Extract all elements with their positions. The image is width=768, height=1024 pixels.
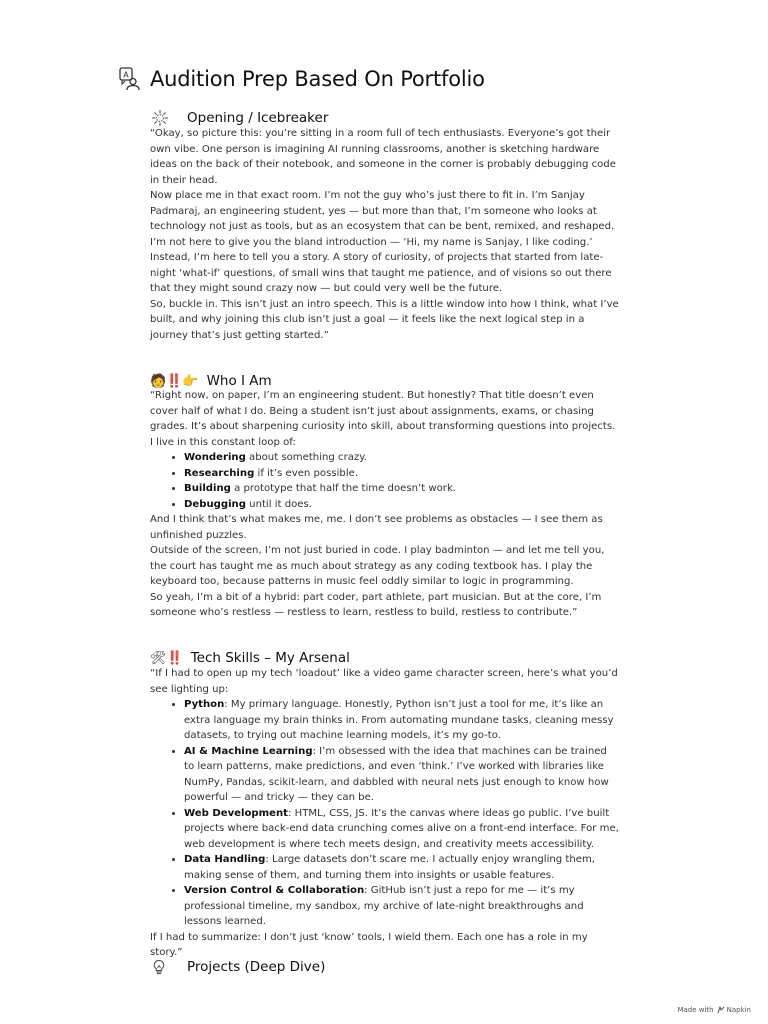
list-item	[184, 806, 620, 853]
loop-list	[150, 450, 620, 512]
list-item	[184, 697, 620, 744]
list-item-text: : GitHub isn’t just a repo for me — it’s my professional timeline, my sandbox, my archive of late-night breakthroughs and lessons learned.	[184, 885, 584, 927]
who-heading: Who I Am	[206, 373, 272, 389]
opening-section	[150, 108, 620, 343]
tools-exclamation-icon: 🛠‼️	[150, 650, 183, 666]
list-item-text: a prototype that half the time doesn’t work.	[230, 483, 457, 494]
list-item-text: if it’s even possible.	[254, 467, 359, 479]
paragraph: If I had to summarize: I don’t just ‘know’ tools, I wield them. Each one has a role in my story.”	[150, 931, 588, 958]
person-speech-icon	[118, 66, 142, 92]
list-item	[184, 744, 620, 806]
list-item	[184, 883, 620, 930]
paragraph: Outside of the screen, I’m not just buried in code. I play badminton — and let me tell you, the court has taught me as much about strategy as any coding textbook has. I play the keyboard too, because patterns in music feel oddly similar to logic in programming.	[150, 545, 605, 587]
skills-heading: Tech Skills – My Arsenal	[190, 650, 350, 666]
opening-body	[150, 126, 620, 343]
projects-heading-row	[150, 957, 620, 977]
list-item-text: : Large datasets don’t scare me. I actually enjoy wrangling them, making sense of them, and turning them into insights or usable features.	[184, 854, 595, 881]
projects-heading: Projects (Deep Dive)	[187, 959, 326, 975]
made-with-label: Made with	[677, 1006, 714, 1014]
list-item-bold: Data Handling	[184, 854, 266, 865]
page-title: Audition Prep Based On Portfolio	[150, 67, 485, 91]
skills-list	[150, 697, 620, 930]
paragraph: So, buckle in. This isn’t just an intro speech. This is a little window into how I think, what I’ve built, and why joining this club isn’t just a goal — it feels like the next logical step in a journey that’s just getting started.”	[150, 298, 619, 341]
lightbulb-icon	[152, 959, 166, 975]
svg-text:A: A	[123, 70, 129, 80]
skills-heading-row	[150, 648, 620, 668]
list-item	[184, 497, 620, 513]
projects-section	[150, 957, 620, 977]
paragraph: “Okay, so picture this: you’re sitting in a room full of tech enthusiasts. Everyone’s got their own vibe. One person is imagining AI running classrooms, another is sketching hardware ideas on the back of their notebook, and someone in the corner is probably debugging code in their head.	[150, 128, 616, 186]
napkin-logo-icon	[717, 1006, 725, 1014]
who-section	[150, 371, 620, 621]
opening-heading: Opening / Icebreaker	[187, 110, 329, 126]
list-item-bold: Version Control & Collaboration	[184, 885, 365, 896]
list-item-text: : My primary language. Honestly, Python isn’t just a tool for me, it’s like an extra language my brain thinks in. From automating mundane tasks, cleaning messy datasets, to trying out machine learning models, it’s my go-to.	[184, 699, 614, 741]
list-item-text: : HTML, CSS, JS. It’s the canvas where ideas go public. I’ve built projects where back-end data crunching comes alive on a front-end interface. For me, web development is where tech meets design, and creativity meets accessibility.	[184, 807, 619, 850]
list-item-bold: Researching	[184, 467, 255, 479]
paragraph: Now place me in that exact room. I’m not the guy who’s just there to fit in. I’m Sanjay Padmaraj, an engineering student, yes — but more than that, I’m someone who looks at technology not just as tools, but as an ecosystem that can be bent, remixed, and reshaped.	[150, 190, 615, 232]
opening-heading-row	[150, 108, 620, 128]
list-item	[184, 852, 620, 883]
paragraph: And I think that’s what makes me, me. I don’t see problems as obstacles — I see them as unfinished puzzles.	[150, 514, 603, 541]
list-item-bold: AI & Machine Learning	[184, 745, 313, 757]
list-item	[184, 450, 620, 466]
title-row	[118, 66, 485, 92]
napkin-brand: Napkin	[726, 1006, 751, 1014]
paragraph: So yeah, I’m a bit of a hybrid: part coder, part athlete, part musician. But at the core, I’m someone who’s restless — restless to learn, restless to build, restless to contribute.”	[150, 591, 602, 618]
list-item-bold: Python	[184, 699, 225, 710]
person-exclamation-pointing-icon: 🧑‼️👉	[150, 373, 199, 389]
skills-section	[150, 648, 620, 961]
list-item	[184, 466, 620, 482]
paragraph: “Right now, on paper, I’m an engineering student. But honestly? That title doesn’t even cover half of what I do. Being a student isn’t just about assignments, exams, or chasing grades. It’s about sharpening curiosity into skill, about transforming questions into projects.	[150, 390, 616, 432]
who-body	[150, 388, 620, 621]
list-item-bold: Wondering	[184, 452, 246, 463]
list-item-bold: Building	[184, 483, 231, 494]
napkin-watermark	[677, 1006, 751, 1014]
list-item-text: until it does.	[245, 498, 312, 510]
list-item-text: about something crazy.	[245, 452, 367, 463]
skills-body	[150, 666, 620, 961]
list-item-text: : I’m obsessed with the idea that machines can be trained to learn patterns, make predictions, and even ‘think.’ I’ve worked with libraries like NumPy, Pandas, scikit-learn, and dabbled with neural nets just enough to know how powerful — and tricky — they can be.	[184, 745, 609, 803]
list-item-bold: Web Development	[184, 807, 289, 819]
paragraph: I’m not here to give you the bland introduction — ‘Hi, my name is Sanjay, I like coding.’ Instead, I’m here to tell you a story. A story of curiosity, of projects that started from late-night ‘what-if’ questions, of small wins that taught me patience, and of visions so out there that they might sound crazy now — but could very well be the future.	[150, 236, 612, 294]
paragraph: “If I had to open up my tech ‘loadout’ like a video game character screen, here’s what you’d see lighting up:	[150, 668, 618, 695]
list-item	[184, 481, 620, 497]
sparkle-icon	[152, 110, 168, 126]
paragraph: I live in this constant loop of:	[150, 436, 296, 448]
list-item-bold: Debugging	[184, 498, 246, 510]
